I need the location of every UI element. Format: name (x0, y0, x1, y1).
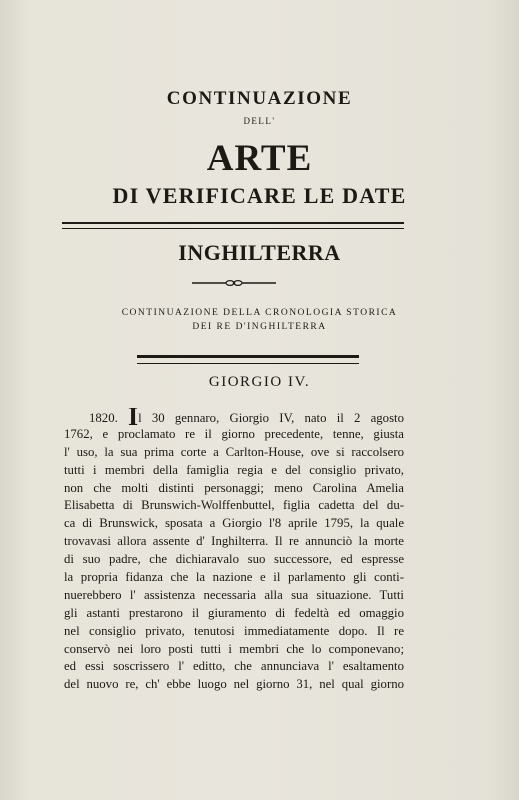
text-line: l 30 gennaro, Giorgio IV, nato il 2 agosto (138, 411, 404, 425)
text-line: 1762, e proclamato re il giorno precedente, tenne, giusta (64, 426, 404, 441)
thick-rule (137, 355, 359, 364)
text-line: trovavasi allora assente d' Inghilterra. Il re annunciò la morte (64, 534, 404, 549)
section-title: INGHILTERRA (178, 240, 341, 265)
chronology-line-2: DEI RE D'INGHILTERRA (192, 322, 327, 332)
heading-arte: ARTE (206, 138, 313, 179)
text-line: nuerebbero l' assistenza necessaria alla sua situazione. Tutti (64, 587, 404, 602)
chronology-line-1: CONTINUAZIONE DELLA CRONOLOGIA STORICA (121, 308, 398, 318)
heading-dell: DELL' (243, 116, 276, 126)
text-line: del nuovo re, ch' ebbe luogo nel giorno 31, nel qual giorno (64, 677, 404, 692)
text-line: tutti i membri della famiglia regia e del consiglio privato, (64, 462, 404, 477)
heading-subtitle: DI VERIFICARE LE DATE (112, 183, 407, 208)
text-line-first (64, 408, 404, 426)
text-line: l' uso, la sua prima corte a Carlton-House, ove si raccolsero (64, 444, 404, 459)
drop-cap: I (128, 408, 139, 426)
text-line: non che molti distinti personaggi; meno Carolina Amelia (64, 480, 404, 495)
text-line: gli astanti prestarono il giuramento di fedeltà ed omaggio (64, 605, 404, 620)
heading-continuazione: CONTINUAZIONE (166, 88, 353, 109)
body-paragraph (64, 408, 404, 694)
text-line: la propria fidanza che la nazione e il parlamento gli conti- (64, 570, 404, 585)
text-line: conservò nei loro posti tutti i membri che lo componevano; (64, 641, 404, 656)
text-line: nel consiglio privato, tenutosi immediatamente dopo. Il re (64, 623, 404, 638)
double-rule (62, 222, 404, 229)
text-line: di suo padre, che dichiaravalo suo successore, ed espresse (64, 552, 404, 567)
text-line: ed essi soscrissero l' editto, che annunciava l' esaltamento (64, 659, 404, 674)
text-line: ca di Brunswick, sposata a Giorgio l'8 aprile 1795, la quale (64, 516, 404, 531)
king-heading: GIORGIO IV. (208, 374, 311, 390)
year-label: 1820. (89, 411, 118, 425)
ornament-divider (192, 279, 276, 287)
text-line: Elisabetta di Brunswich-Wolffenbuttel, figlia cadetta del du- (64, 498, 404, 513)
